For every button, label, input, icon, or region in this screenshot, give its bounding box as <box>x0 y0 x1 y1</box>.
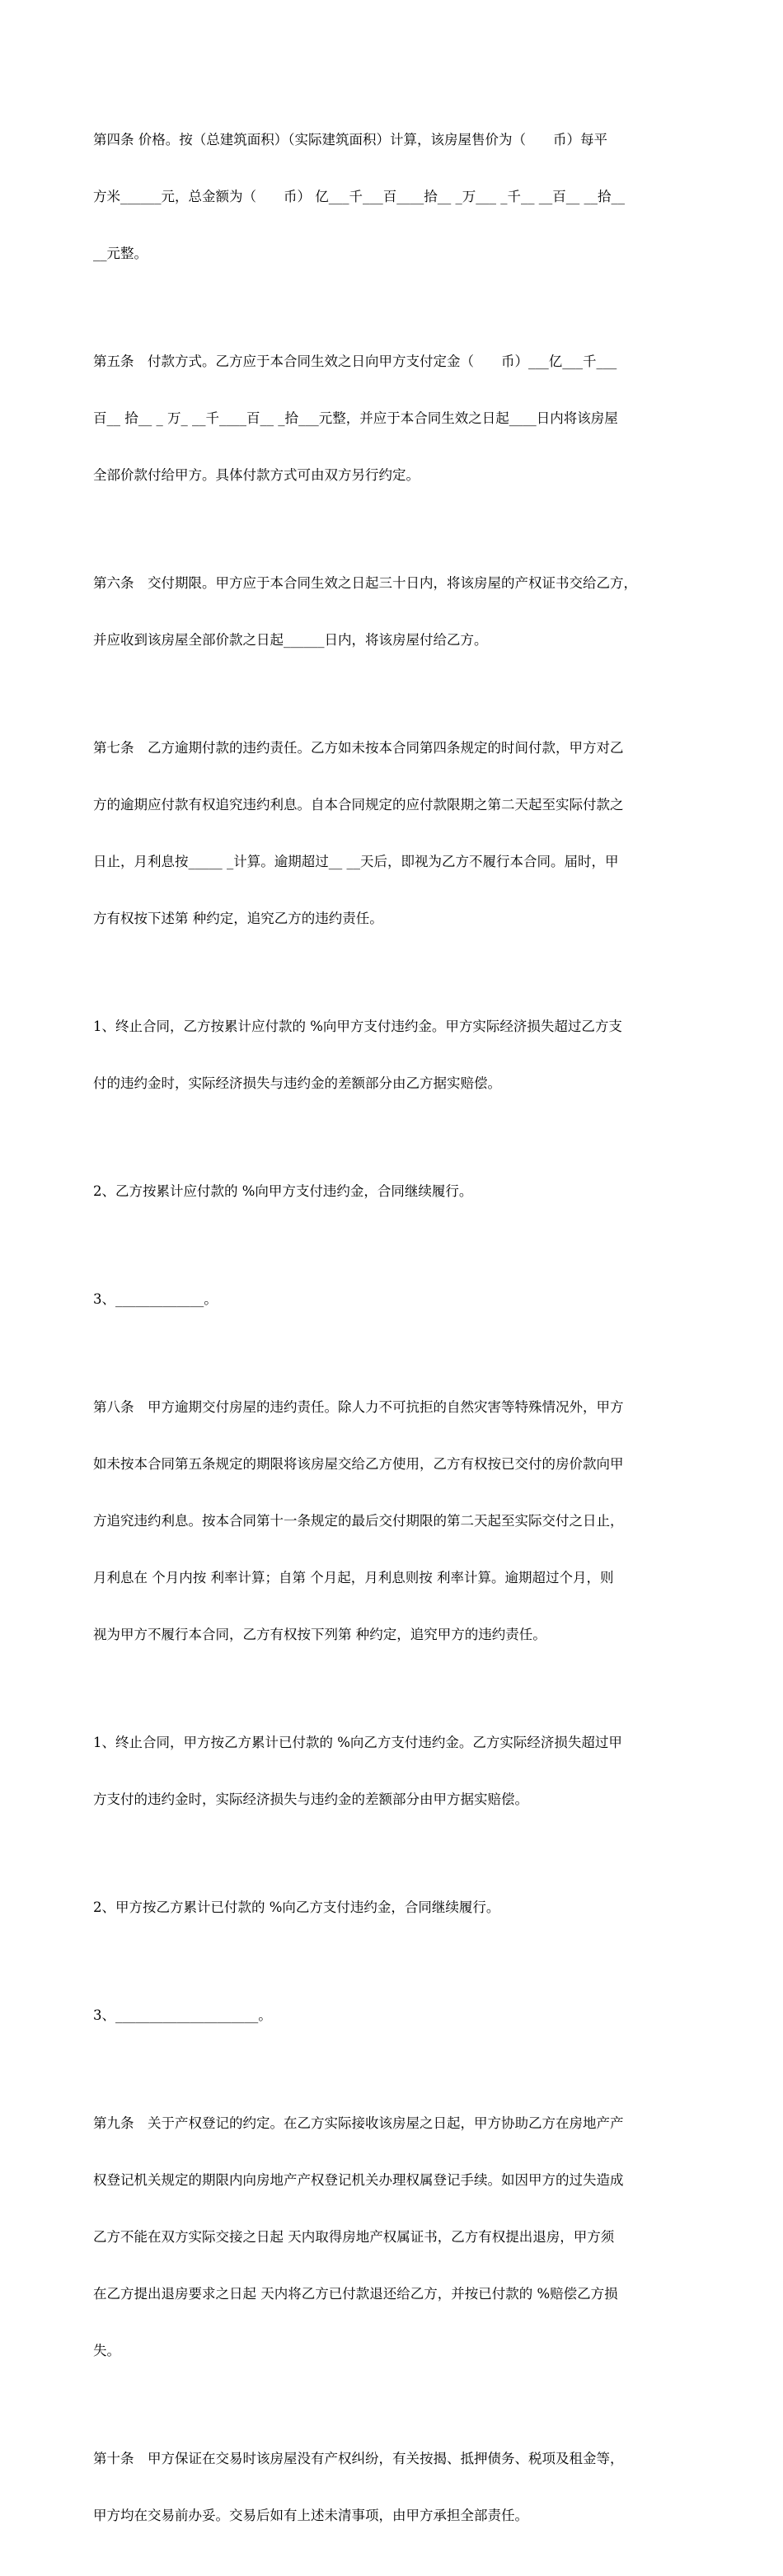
text-line: 方米______元，总金额为（ 币） 亿___千___百____拾__ _万___ _千__ __百__ __拾__ <box>93 189 625 204</box>
text-line: 2、甲方按乙方累计已付款的 %向乙方支付违约金，合同继续履行。 <box>93 1899 500 1915</box>
text-line: 第十条 甲方保证在交易时该房屋没有产权纠纷，有关按揭、抵押债务、税项及租金等， <box>93 2451 624 2466</box>
text-line: 权登记机关规定的期限内向房地产产权登记机关办理权属登记手续。如因甲方的过失造成 <box>93 2172 624 2188</box>
text-line: 百__ 拾__ _ 万_ __千____百__ _拾___元整，并应于本合同生效之日起____日内将该房屋 <box>93 410 618 426</box>
text-line: 视为甲方不履行本合同，乙方有权按下列第 种约定，追究甲方的违约责任。 <box>93 1627 546 1642</box>
article-8-option-1 <box>93 1695 695 1847</box>
article-7-option-1 <box>93 979 695 1131</box>
text-line: 方追究违约利息。按本合同第十一条规定的最后交付期限的第二天起至实际交付之日止， <box>93 1513 624 1529</box>
text-line: 3、_____________。 <box>93 1291 218 1307</box>
article-7-option-2 <box>93 1144 695 1239</box>
text-line: 如未按本合同第五条规定的期限将该房屋交给乙方使用，乙方有权按已交付的房价款向甲 <box>93 1456 624 1472</box>
text-line: 1、终止合同，乙方按累计应付款的 %向甲方支付违约金。甲方实际经济损失超过乙方支 <box>93 1019 622 1034</box>
text-line: 月利息在 个月内按 利率计算；自第 个月起，月利息则按 利率计算。逾期超过个月，则 <box>93 1570 614 1585</box>
text-line: 全部价款付给甲方。具体付款方式可由双方另行约定。 <box>93 467 420 483</box>
article-6-delivery-term <box>93 536 695 687</box>
article-8-late-delivery-liability <box>93 1360 695 1682</box>
text-line: 第六条 交付期限。甲方应于本合同生效之日起三十日内，将该房屋的产权证书交给乙方， <box>93 575 637 591</box>
text-line: 第五条 付款方式。乙方应于本合同生效之日向甲方支付定金（ 币）___亿___千___ <box>93 354 617 369</box>
text-line: 2、乙方按累计应付款的 %向甲方支付违约金，合同继续履行。 <box>93 1183 473 1199</box>
text-line: 方有权按下述第 种约定，追究乙方的违约责任。 <box>93 911 383 926</box>
text-line: 方的逾期应付款有权追究违约利息。自本合同规定的应付款限期之第二天起至实际付款之 <box>93 797 624 813</box>
text-line: 第七条 乙方逾期付款的违约责任。乙方如未按本合同第四条规定的时间付款，甲方对乙 <box>93 740 624 756</box>
article-9-title-registration <box>93 2076 695 2398</box>
text-line: 日止，月利息按_____ _计算。逾期超过__ __天后，即视为乙方不履行本合同。届时，甲 <box>93 854 619 869</box>
text-line: 第九条 关于产权登记的约定。在乙方实际接收该房屋之日起，甲方协助乙方在房地产产 <box>93 2115 624 2131</box>
document-page <box>93 92 695 2576</box>
text-line: 甲方均在交易前办妥。交易后如有上述未清事项，由甲方承担全部责任。 <box>93 2508 528 2523</box>
article-4-price <box>93 92 695 301</box>
article-10-warranty <box>93 2411 695 2563</box>
text-line: 第八条 甲方逾期交付房屋的违约责任。除人力不可抗拒的自然灾害等特殊情况外，甲方 <box>93 1399 624 1415</box>
text-line: 乙方不能在双方实际交接之日起 天内取得房地产权属证书，乙方有权提出退房，甲方须 <box>93 2229 615 2245</box>
article-8-option-2 <box>93 1860 695 1955</box>
article-8-option-3 <box>93 1968 695 2063</box>
article-7-late-payment-liability <box>93 700 695 966</box>
article-7-option-3 <box>93 1252 695 1347</box>
text-line: 并应收到该房屋全部价款之日起______日内，将该房屋付给乙方。 <box>93 632 488 648</box>
text-line: 方支付的违约金时，实际经济损失与违约金的差额部分由甲方据实赔偿。 <box>93 1791 528 1807</box>
text-line: 3、_____________________。 <box>93 2007 272 2023</box>
text-line: 1、终止合同，甲方按乙方累计已付款的 %向乙方支付违约金。乙方实际经济损失超过甲 <box>93 1735 622 1750</box>
article-5-payment-method <box>93 314 695 522</box>
text-line: 在乙方提出退房要求之日起 天内将乙方已付款退还给乙方，并按已付款的 %赔偿乙方损 <box>93 2286 618 2302</box>
text-line: __元整。 <box>93 246 148 261</box>
text-line: 付的违约金时，实际经济损失与违约金的差额部分由乙方据实赔偿。 <box>93 1075 501 1091</box>
text-line: 第四条 价格。按（总建筑面积）（实际建筑面积）计算，该房屋售价为（ 币）每平 <box>93 132 607 148</box>
text-line: 失。 <box>93 2343 120 2358</box>
